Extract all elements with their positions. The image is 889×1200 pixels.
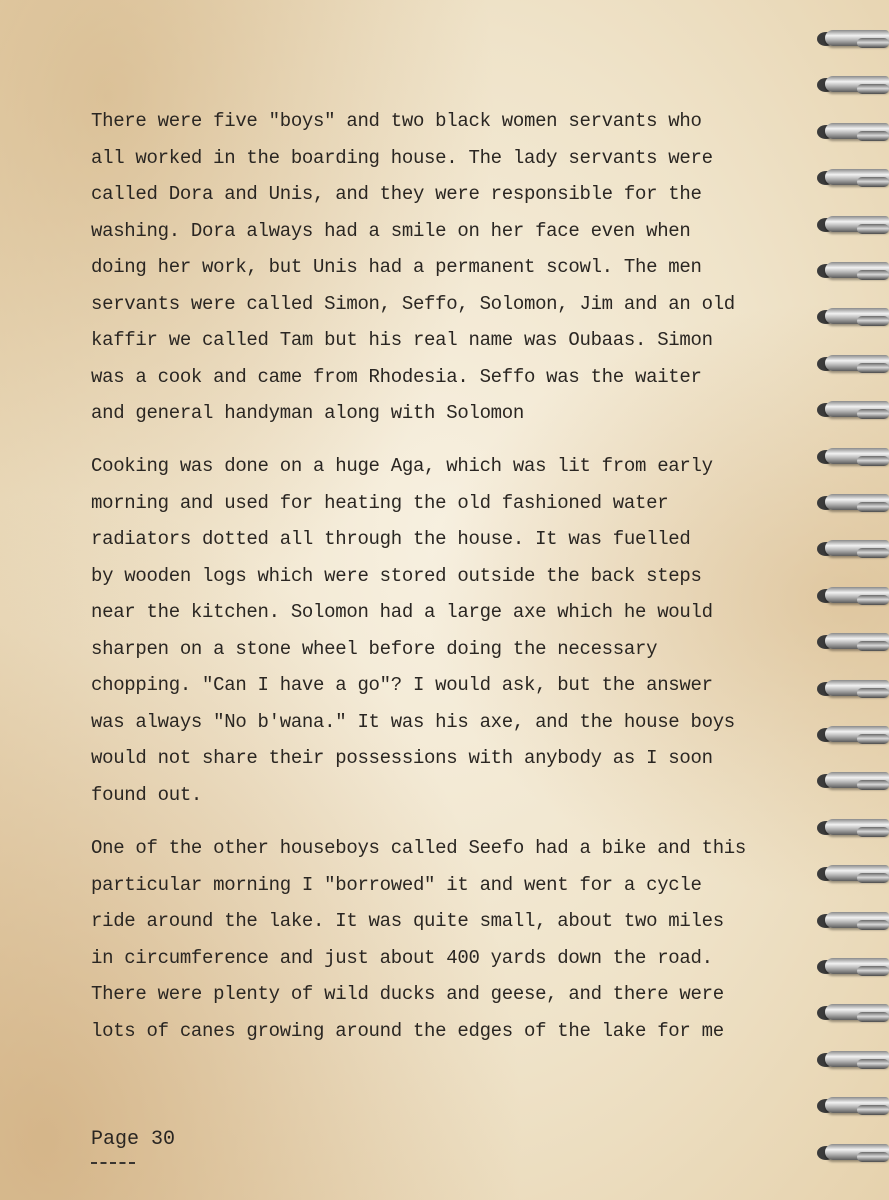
spiral-ring-icon (817, 212, 889, 238)
paragraph-1 (91, 103, 791, 432)
spiral-binding-icon (799, 20, 889, 1180)
spiral-ring-icon (817, 72, 889, 98)
spiral-ring-icon (817, 26, 889, 52)
spiral-ring-icon (817, 908, 889, 934)
spiral-ring-icon (817, 583, 889, 609)
footer-rule (91, 1162, 135, 1164)
page-number: Page 30 (91, 1128, 176, 1151)
spiral-ring-icon (817, 444, 889, 470)
spiral-ring-icon (817, 397, 889, 423)
spiral-ring-icon (817, 1047, 889, 1073)
spiral-ring-icon (817, 676, 889, 702)
spiral-ring-icon (817, 119, 889, 145)
spiral-ring-icon (817, 768, 889, 794)
paragraph-text: Cooking was done on a huge Aga, which was lit from early morning and used for heating the old fashioned water radiators dotted all through the house. It was fuelled by wooden logs which were stored outside the back steps near the kitchen. Solomon had a large axe which he would sharpen on a stone wheel before doing the necessary chopping. "Can I have a go"? I would ask, but the answer was always "No b'wana." It was his axe, and the house boys would not share their possessions with anybody as I soon found out. (91, 455, 735, 806)
spiral-ring-icon (817, 490, 889, 516)
spiral-ring-icon (817, 1140, 889, 1166)
spiral-ring-icon (817, 722, 889, 748)
paragraph-3 (91, 830, 791, 1049)
paragraph-text: One of the other houseboys called Seefo had a bike and this particular morning I "borrowed" it and went for a cycle ride around the lake. It was quite small, about two miles in circumference and just about 400 yards down the road. There were plenty of wild ducks and geese, and there were lots of canes growing around the edges of the lake for me (91, 837, 747, 1042)
spiral-ring-icon (817, 815, 889, 841)
paragraph-2 (91, 448, 791, 813)
spiral-ring-icon (817, 1093, 889, 1119)
spiral-ring-icon (817, 629, 889, 655)
spiral-ring-icon (817, 954, 889, 980)
spiral-ring-icon (817, 1000, 889, 1026)
spiral-ring-icon (817, 304, 889, 330)
spiral-ring-icon (817, 258, 889, 284)
spiral-ring-icon (817, 351, 889, 377)
spiral-ring-icon (817, 536, 889, 562)
spiral-ring-icon (817, 861, 889, 887)
spiral-ring-icon (817, 165, 889, 191)
paragraph-text: There were five "boys" and two black women servants who all worked in the boarding house. The lady servants were called Dora and Unis, and they were responsible for the washing. Dora always had a smile on her face even when doing her work, but Unis had a permanent scowl. The men servants were called Simon, Seffo, Solomon, Jim and an old kaffir we called Tam but his real name was Oubaas. Simon was a cook and came from Rhodesia. Seffo was the waiter and general handyman along with Solomon (91, 110, 735, 424)
